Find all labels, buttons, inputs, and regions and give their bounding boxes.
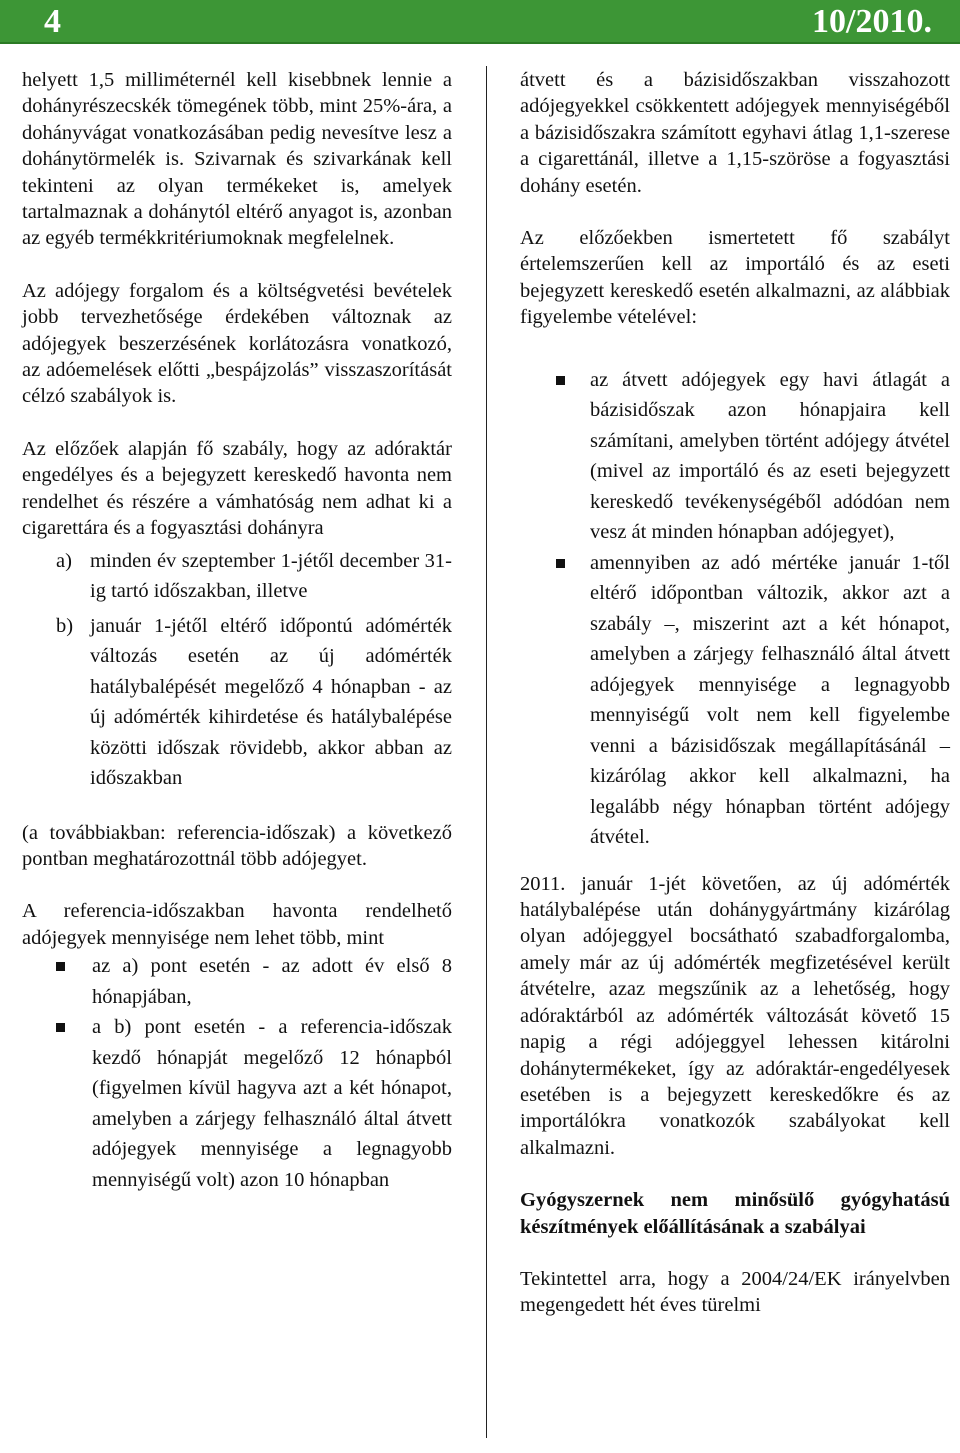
right-paragraph-1: átvett és a bázisidőszakban visszahozott adójegyekkel csökkentett adójegyek mennyiségéből a bázisidőszakra számított egyhavi átlag 1,1-szerese a cigarettánál, illetve a 1,15-szöröse a fogyasztási dohány esetén. [520,69,950,197]
right-bullet-list [520,365,950,853]
right-column [520,67,950,1319]
square-bullet-icon [556,548,590,853]
issue-number: 10/2010. [812,3,932,40]
page-number: 4 [44,3,61,40]
list-item-text: az átvett adójegyek egy havi átlagát a bázisidőszak azon hónapjaira kell számítani, amelyben történt adójegy átvétel (mivel az importáló és az eseti bejegyzett kereskedő tevékenységéből adódóan nem vesz át minden hónapban adójegyet), [590,368,950,544]
list-item-text: amennyiben az adó mértéke január 1-től eltérő időpontban változik, akkor azt a szabály –, miszerint azt a két hónapot, amelyben a zárjegy felhasználó által átvett adójegyek mennyisége a legnagyobb mennyiségű volt nem kell figyelembe venni a bázisidőszak megállapításánál – kizárólag akkor kell alkalmazni, ha legalább négy hónapban történt adójegy átvétel. [590,551,950,849]
list-item-label: a) [56,549,72,572]
square-bullet-icon [56,1012,92,1195]
list-item-text: minden év szeptember 1-jétől december 31-ig tartó időszakban, illetve [90,549,452,602]
right-paragraph-3: 2011. január 1-jét követően, az új adómérték hatálybalépése után dohánygyártmány kizárólag olyan adójeggyel bocsátható szabadforgalomba, amely már az új adómérték megfizetésével került átvételre, azaz megszűnik az a lehetőség, hogy adóraktárból az adómérték változását követő 15 napig a régi adójeggyel lehessen kitárolni dohánytermékeket, így az adóraktár-engedélyesek esetében is a bejegyzett kereskedőkre és az importálókra vonatkozók szabályokat kell alkalmazni. [520,872,950,1159]
list-item [22,1012,452,1195]
list-item [22,951,452,1012]
left-paragraph-1: helyett 1,5 milliméternél kell kisebbnek lennie a dohányrészecskék tömegének több, mint 25%-ára, a dohányvágat vonatkozásában pedig nevesítve lesz a dohánytörmelék is. Szivarnak és szivarkának kell tekinteni az olyan termékeket is, amelyek tartalmaznak a dohánytól eltérő anyagot is, azonban az egyéb termékkritériumoknak megfelelnek. [22,69,452,250]
list-item [520,365,950,548]
list-item-text: a b) pont esetén - a referencia-időszak kezdő hónapját megelőző 12 hónapból (figyelmen kívül hagyva azt a két hónapot, amelyben a zárjegy felhasználó által átvett adójegyek mennyisége a legnagyobb mennyiségű volt) azon 10 hónapban [92,1016,452,1191]
right-paragraph-2: Az előzőekben ismertetett fő szabályt értelemszerűen kell az importáló és az eseti bejegyzett kereskedő esetén alkalmazni, az alábbiak figyelembe vételével: [520,227,950,329]
list-item-a [22,546,452,607]
square-bullet-icon [56,951,92,1012]
list-item-text: január 1-jétől eltérő időpontú adómérték változás esetén az új adómérték hatálybalépését megelőző 4 hónapban - az új adómérték kihirdetése és hatálybalépése közötti időszak rövidebb, akkor abban az időszakban [90,614,452,789]
left-paragraph-3: Az előzőek alapján fő szabály, hogy az adóraktár engedélyes és a bejegyzett kereskedő havonta nem rendelhet és részére a vámhatóság nem adhat ki a cigarettára és a fogyasztási dohányra [22,437,452,540]
list-item [520,548,950,853]
left-paragraph-2: Az adójegy forgalom és a költségvetési bevételek jobb tervezhetősége érdekében változnak az adójegyek beszerzésének korlátozásra vonatkozó, az adóemelések előtti „bespájzolás” visszaszorítását célzó szabályok is. [22,279,452,408]
list-item-b [22,611,452,794]
page-header [0,0,960,44]
section-heading: Gyógyszernek nem minősülő gyógyhatású készítmények előállításának a szabályai [520,1189,950,1238]
column-divider [486,66,487,1438]
list-item-label: b) [56,614,74,637]
right-paragraph-4: Tekintettel arra, hogy a 2004/24/EK irányelvben megengedett hét éves türelmi [520,1267,950,1317]
list-item-text: az a) pont esetén - az adott év első 8 hónapjában, [92,955,452,1008]
alpha-list [22,546,452,794]
left-paragraph-4: (a továbbiakban: referencia-időszak) a következő pontban meghatározottnál több adójegyet. [22,821,452,870]
left-column [22,67,452,1221]
left-bullet-list [22,951,452,1195]
left-paragraph-5: A referencia-időszakban havonta rendelhető adójegyek mennyisége nem lehet több, mint [22,900,452,949]
square-bullet-icon [556,365,590,548]
